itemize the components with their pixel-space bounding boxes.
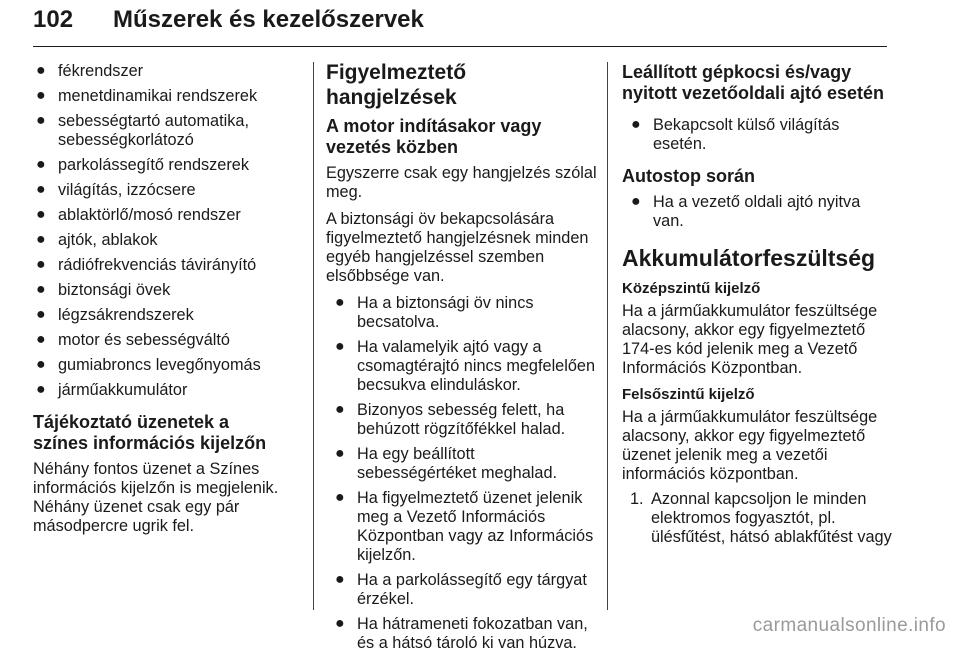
paragraph: A biztonsági öv bekapcsolására figyelmeztető hangjelzésnek minden egyéb hangjelzéssel szemben elsőbbsége van.: [326, 210, 589, 285]
list-item: ● világítás, izzócsere: [36, 181, 196, 199]
list-item: ● Ha hátrameneti fokozatban van, és a hátsó tároló ki van húzva.: [335, 615, 588, 652]
warning-list: [332, 294, 598, 653]
page-number: 102: [33, 6, 74, 33]
list-item: ● járműakkumulátor: [36, 381, 188, 399]
system-list: [33, 62, 288, 400]
list-item: ● Ha a parkolássegítő egy tárgyat érzékel.: [335, 571, 587, 608]
paragraph: Egyszerre csak egy hangjelzés szólal meg.: [326, 164, 597, 201]
list-item: ● motor és sebességváltó: [36, 331, 230, 349]
paragraph: Néhány fontos üzenet a Színes információs kijelzőn is megjelenik. Néhány üzenet csak egy pár másodpercre ugrik fel.: [33, 460, 279, 535]
column-divider: [313, 62, 314, 610]
list-item: ● Bizonyos sebesség felett, ha behúzott rögzítőfékkel halad.: [335, 401, 566, 438]
page-title: Műszerek és kezelőszervek: [113, 6, 424, 33]
section-heading: Tájékoztató üzenetek a színes információs kijelzőn: [33, 412, 267, 453]
column-left: [33, 62, 288, 538]
list-item: ● légzsákrendszerek: [36, 306, 194, 324]
paragraph: Ha a járműakkumulátor feszültsége alacsony, akkor egy figyelmeztető 174-es kód jelenik meg a Vezető Információs Központban.: [622, 302, 878, 377]
list-item: ● Ha figyelmeztető üzenet jelenik meg a Vezető Információs Központban vagy az Információs kijelzőn.: [335, 489, 594, 564]
list-item: ● Ha a biztonsági öv nincs becsatolva.: [335, 294, 534, 331]
list-item: ● Bekapcsolt külső világítás esetén.: [631, 116, 840, 153]
subheading: Felsőszintű kijelző: [622, 386, 755, 403]
list-item: ● ajtók, ablakok: [36, 231, 158, 249]
column-right: [622, 62, 892, 547]
numbered-list: [630, 490, 892, 547]
list-item: ● parkolássegítő rendszerek: [36, 156, 249, 174]
list-item: ● Ha a vezető oldali ajtó nyitva van.: [631, 193, 861, 230]
list-item: ● fékrendszer: [36, 62, 144, 80]
subheading: Középszintű kijelző: [622, 280, 761, 297]
warning-list: [628, 116, 892, 154]
subheading: A motor indításakor vagy vezetés közben: [326, 116, 542, 157]
section-title: Figyelmeztető hangjelzések: [326, 61, 467, 109]
column-divider: [607, 62, 608, 610]
section-heading: Autostop során: [622, 166, 755, 186]
list-item: ● biztonsági övek: [36, 281, 171, 299]
column-middle: [326, 62, 598, 659]
list-item: ● rádiófrekvenciás távirányító: [36, 256, 257, 274]
paragraph: Ha a járműakkumulátor feszültsége alacsony, akkor egy figyelmeztető üzenet jelenik meg a vezetői információs központban.: [622, 408, 878, 483]
list-item: ● Ha egy beállított sebességértéket meghalad.: [335, 445, 558, 482]
list-item: ● menetdinamikai rendszerek: [36, 87, 258, 105]
warning-list: [628, 193, 892, 231]
list-item: ● sebességtartó automatika, sebességkorlátozó: [36, 112, 249, 149]
page-header: [33, 2, 887, 44]
header-rule: [33, 46, 887, 47]
list-item: ● ablaktörlő/mosó rendszer: [36, 206, 241, 224]
section-heading: Leállított gépkocsi és/vagy nyitott vezetőoldali ajtó esetén: [622, 62, 885, 103]
section-title: Akkumulátorfeszültség: [622, 245, 876, 271]
watermark: carmanualsonline.info: [752, 615, 946, 636]
list-item: ● Ha valamelyik ajtó vagy a csomagtérajtó nincs megfelelően becsukva elinduláskor.: [335, 338, 596, 394]
list-item: ● gumiabroncs levegőnyomás: [36, 356, 261, 374]
list-item: 1. Azonnal kapcsoljon le minden elektromos fogyasztót, pl. ülésfűtést, hátsó ablakfűtést vagy: [630, 490, 892, 546]
